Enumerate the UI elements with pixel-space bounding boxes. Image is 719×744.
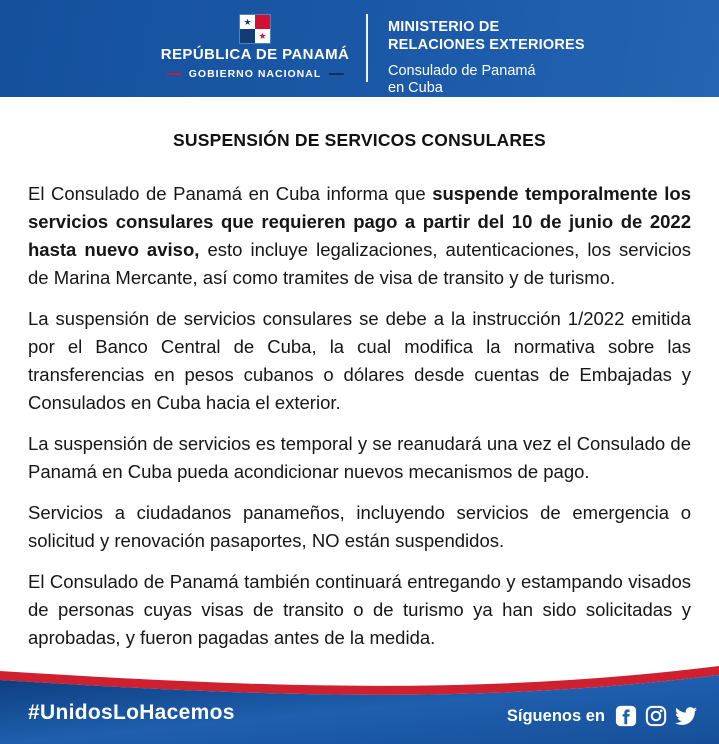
- header-banner: [0, 0, 719, 97]
- flag-quadrant-red: [255, 15, 270, 29]
- social-follow-row: [507, 705, 697, 727]
- header-divider: [366, 14, 368, 82]
- flag-quadrant-red-star: ★: [255, 29, 270, 43]
- ministry-block: [388, 18, 585, 97]
- navy-dash-decoration: [328, 73, 343, 75]
- body-paragraph: La suspensión de servicios consulares se debe a la instrucción 1/2022 emitida por el Banco Central de Cuba, la cual modifica la normativa sobre las transferencias en pesos cubanos o dólares desde cuentas de Embajadas y Consulados en Cuba hacia el exterior.: [28, 308, 691, 413]
- office-line1: Consulado de Panamá: [388, 63, 536, 79]
- body-paragraph: El Consulado de Panamá también continuará entregando y estampando visados de personas cuyas visas de transito o de turismo ya han sido solicitadas y aprobadas, y fueron pagadas antes de la medida.: [28, 571, 691, 648]
- campaign-hashtag: #UnidosLoHacemos: [28, 701, 235, 724]
- facebook-icon[interactable]: [615, 705, 637, 727]
- twitter-icon[interactable]: [675, 705, 697, 727]
- republic-title: REPÚBLICA DE PANAMÁ: [160, 46, 350, 63]
- follow-label: Síguenos en: [506, 706, 605, 725]
- panama-flag-icon: [240, 15, 270, 43]
- flag-quadrant-blue: [240, 29, 255, 43]
- body-paragraph: Servicios a ciudadanos panameños, incluyendo servicios de emergencia o solicitud y renovación pasaportes, NO están suspendidos.: [28, 502, 691, 551]
- paragraphs: [28, 180, 691, 652]
- body-paragraph: El Consulado de Panamá en Cuba informa que suspende temporalmente los servicios consulares que requieren pago a partir del 10 de junio de 2022 hasta nuevo aviso, esto incluye legalizaciones, autenticaciones, los servicios de Marina Mercante, así como tramites de visa de transito y de turismo.: [28, 183, 691, 288]
- ministry-line1: MINISTERIO DE: [388, 19, 500, 35]
- flag-quadrant-blue-star: ★: [240, 15, 255, 29]
- page-title: SUSPENSIÓN DE SERVICOS CONSULARES: [173, 130, 546, 150]
- government-subtitle-row: [167, 68, 344, 80]
- footer-banner: [0, 665, 719, 744]
- instagram-icon[interactable]: [645, 705, 667, 727]
- body-paragraph: La suspensión de servicios es temporal y se reanudará una vez el Consulado de Panamá en Cuba pueda acondicionar nuevos mecanismos de pago.: [28, 433, 691, 482]
- government-subtitle: GOBIERNO NACIONAL: [188, 68, 322, 80]
- announcement-body: [0, 97, 719, 665]
- ministry-line2: RELACIONES EXTERIORES: [388, 37, 585, 53]
- red-dash-decoration: [167, 73, 182, 75]
- office-line2: en Cuba: [388, 80, 443, 96]
